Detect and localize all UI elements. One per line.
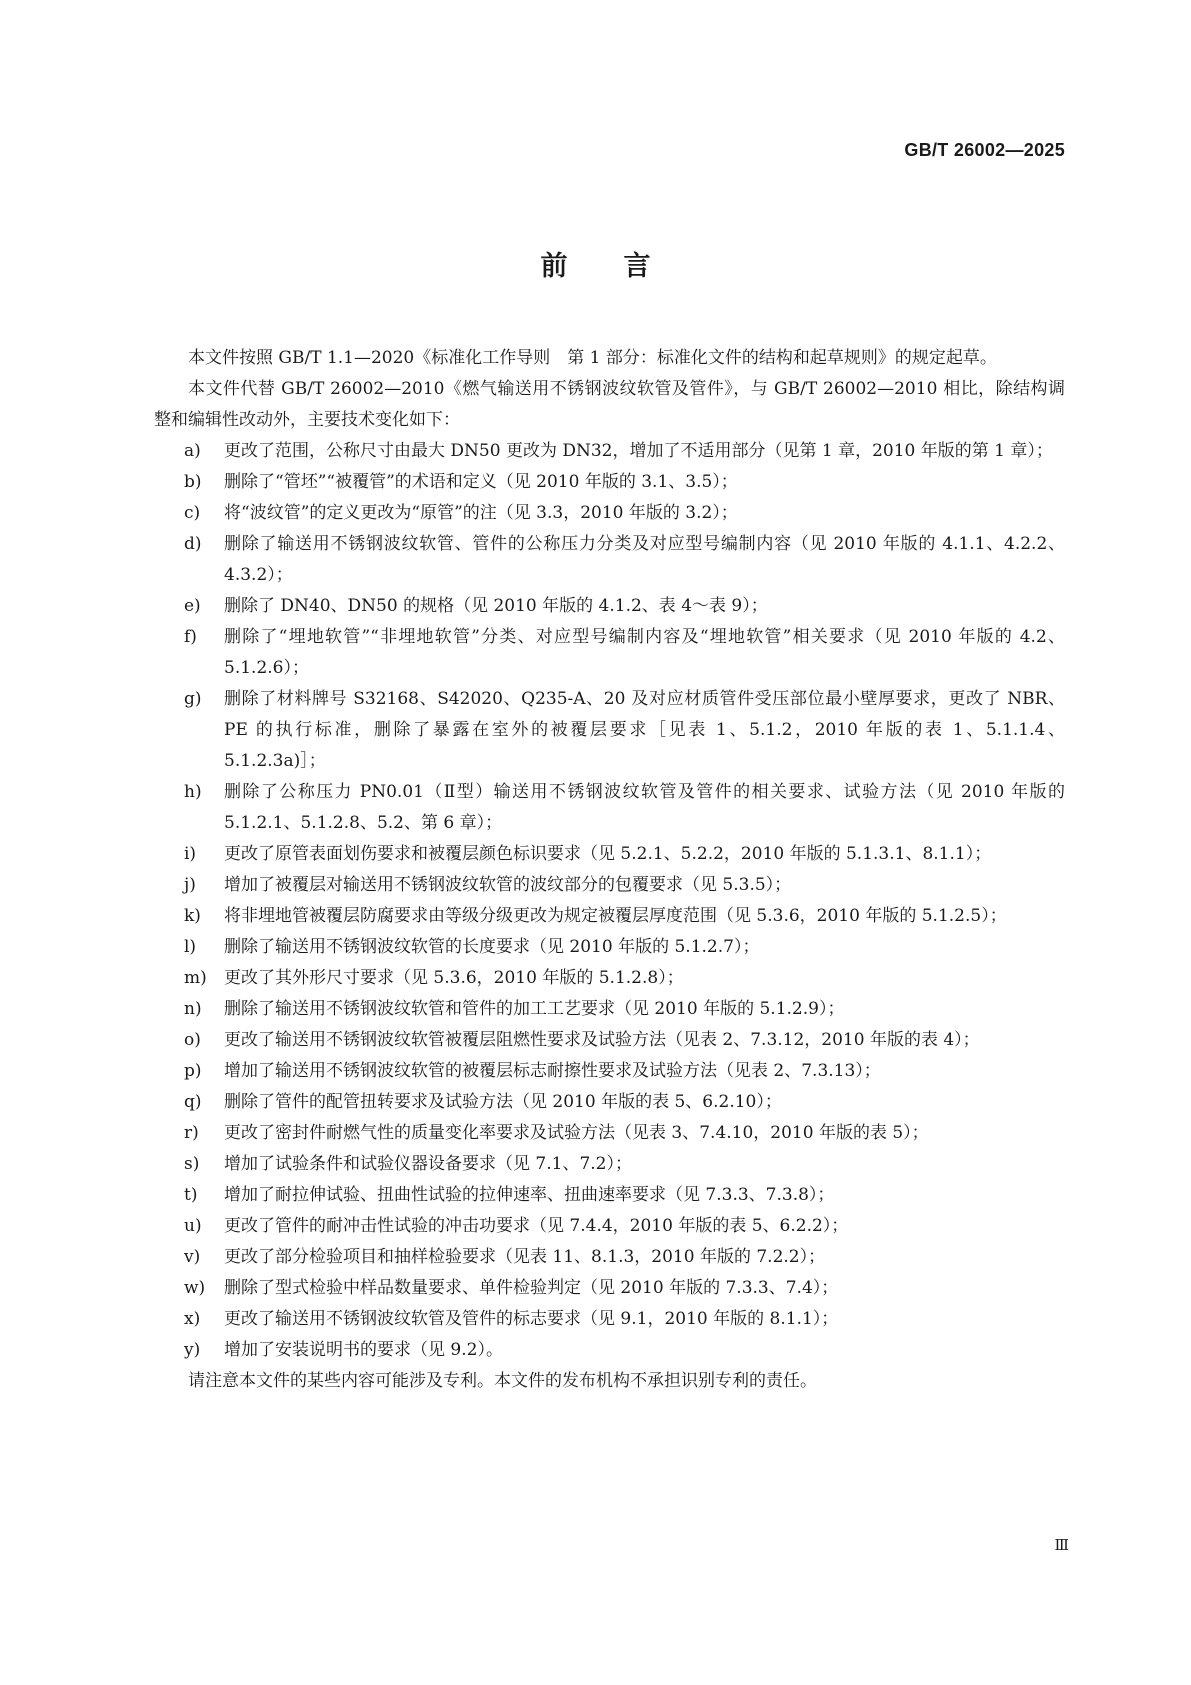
change-item-label: y): [184, 1340, 201, 1360]
change-item-text: 更改了部分检验项目和抽样检验要求（见表 11、8.1.3，2010 年版的 7.2.2）；: [224, 1247, 826, 1267]
change-item-label: a): [184, 441, 201, 461]
change-item-label: s): [184, 1154, 200, 1174]
change-item-text: 更改了管件的耐冲击性试验的冲击功要求（见 7.4.4，2010 年版的表 5、6.2.2）；: [224, 1216, 849, 1236]
change-item-label: e): [184, 596, 201, 616]
change-item-label: h): [184, 782, 202, 802]
change-item-text: 删除了输送用不锈钢波纹软管和管件的加工工艺要求（见 2010 年版的 5.1.2.9）；: [224, 999, 845, 1019]
change-item-label: g): [184, 689, 202, 709]
change-item-label: l): [184, 937, 197, 957]
page-title: 前言: [540, 251, 707, 282]
change-item: [154, 901, 1065, 932]
change-item-text: 更改了密封件耐燃气性的质量变化率要求及试验方法（见表 3、7.4.10，2010 年版的表 5）；: [224, 1123, 929, 1143]
change-item-text: 增加了耐拉伸试验、扭曲性试验的拉伸速率、扭曲速率要求（见 7.3.3、7.3.8）；: [224, 1185, 835, 1205]
change-item-text: 更改了范围，公称尺寸由最大 DN50 更改为 DN32，增加了不适用部分（见第 1 章，2010 年版的第 1 章）；: [224, 441, 1053, 461]
change-item: [154, 1211, 1065, 1242]
change-item-text: 增加了被覆层对输送用不锈钢波纹软管的波纹部分的包覆要求（见 5.3.5）；: [224, 875, 792, 895]
change-item-label: r): [184, 1123, 199, 1143]
change-item: [154, 839, 1065, 870]
change-item-text: 删除了“埋地软管”“非埋地软管”分类、对应型号编制内容及“埋地软管”相关要求（见 2010 年版的 4.2、5.1.2.6）；: [224, 627, 1065, 678]
change-item-text: 更改了原管表面划伤要求和被覆层颜色标识要求（见 5.2.1、5.2.2，2010 年版的 5.1.3.1、8.1.1）；: [224, 844, 992, 864]
change-item-label: v): [184, 1247, 201, 1267]
change-item-text: 删除了输送用不锈钢波纹软管的长度要求（见 2010 年版的 5.1.2.7）；: [224, 937, 760, 957]
change-item-label: w): [184, 1278, 206, 1298]
change-item: [154, 1242, 1065, 1273]
change-item: [154, 963, 1065, 994]
change-item-text: 更改了输送用不锈钢波纹软管及管件的标志要求（见 9.1，2010 年版的 8.1.1）；: [224, 1309, 839, 1329]
change-item-label: u): [184, 1216, 202, 1236]
change-item-label: t): [184, 1185, 198, 1205]
change-item-text: 增加了输送用不锈钢波纹软管的被覆层标志耐擦性要求及试验方法（见表 2、7.3.13）；: [224, 1061, 881, 1081]
change-item: [154, 1304, 1065, 1335]
change-item: [154, 436, 1065, 467]
change-item-label: q): [184, 1092, 202, 1112]
change-item: [154, 1087, 1065, 1118]
technical-changes-list: [154, 436, 1065, 1366]
change-item-label: i): [184, 844, 197, 864]
change-item-text: 增加了试验条件和试验仪器设备要求（见 7.1、7.2）；: [224, 1154, 632, 1174]
change-item: [154, 1118, 1065, 1149]
change-item-label: c): [184, 503, 201, 523]
change-item: [154, 1335, 1065, 1366]
change-item: [154, 622, 1065, 684]
change-item: [154, 1273, 1065, 1304]
change-item-label: d): [184, 534, 202, 554]
change-item-text: 更改了其外形尺寸要求（见 5.3.6，2010 年版的 5.1.2.8）；: [224, 968, 684, 988]
patent-notice: 请注意本文件的某些内容可能涉及专利。本文件的发布机构不承担识别专利的责任。: [188, 1371, 817, 1391]
change-item-label: b): [184, 472, 202, 492]
change-item: [154, 777, 1065, 839]
page-number: Ⅲ: [1054, 1536, 1069, 1554]
change-item-text: 删除了输送用不锈钢波纹软管、管件的公称压力分类及对应型号编制内容（见 2010 年版的 4.1.1、4.2.2、4.3.2）；: [224, 534, 1065, 585]
change-item-label: k): [184, 906, 201, 926]
standard-code: GB/T 26002—2025: [904, 140, 1065, 160]
change-item-text: 增加了安装说明书的要求（见 9.2）。: [224, 1340, 503, 1360]
change-item: [154, 1025, 1065, 1056]
change-item: [154, 1149, 1065, 1180]
change-item-text: 删除了管件的配管扭转要求及试验方法（见 2010 年版的表 5、6.2.10）；: [224, 1092, 782, 1112]
change-item: [154, 932, 1065, 963]
change-item-text: 删除了型式检验中样品数量要求、单件检验判定（见 2010 年版的 7.3.3、7.4）；: [224, 1278, 839, 1298]
change-item-text: 更改了输送用不锈钢波纹软管被覆层阻燃性要求及试验方法（见表 2、7.3.12，2010 年版的表 4）；: [224, 1030, 980, 1050]
change-item-text: 将“波纹管”的定义更改为“原管”的注（见 3.3，2010 年版的 3.2）；: [224, 503, 738, 523]
change-item-text: 删除了公称压力 PN0.01（Ⅱ型）输送用不锈钢波纹软管及管件的相关要求、试验方法（见 2010 年版的 5.1.2.1、5.1.2.8、5.2、第 6 章）；: [224, 782, 1065, 833]
change-item: [154, 870, 1065, 901]
paragraph-replacement-notice: 本文件代替 GB/T 26002—2010《燃气输送用不锈钢波纹软管及管件》，与 GB/T 26002—2010 相比，除结构调整和编辑性改动外，主要技术变化如下：: [154, 379, 1065, 430]
change-item: [154, 529, 1065, 591]
change-item-label: o): [184, 1030, 201, 1050]
change-item: [154, 994, 1065, 1025]
change-item-text: 将非埋地管被覆层防腐要求由等级分级更改为规定被覆层厚度范围（见 5.3.6，2010 年版的 5.1.2.5）；: [224, 906, 1007, 926]
paragraph-drafting-rules: 本文件按照 GB/T 1.1—2020《标准化工作导则 第 1 部分：标准化文件的结构和起草规则》的规定起草。: [188, 348, 997, 368]
change-item: [154, 467, 1065, 498]
change-item: [154, 684, 1065, 777]
change-item-label: n): [184, 999, 202, 1019]
change-item: [154, 498, 1065, 529]
change-item: [154, 591, 1065, 622]
change-item-label: f): [184, 627, 197, 647]
change-item-text: 删除了材料牌号 S32168、S42020、Q235-A、20 及对应材质管件受压部位最小壁厚要求，更改了 NBR、PE 的执行标准，删除了暴露在室外的被覆层要求［见表 1、5.1.2，2010 年版的表 1、5.1.1.4、5.1.2.3a)］；: [224, 689, 1065, 771]
change-item-label: m): [184, 968, 207, 988]
change-item: [154, 1056, 1065, 1087]
change-item-text: 删除了“管坯”“被覆管”的术语和定义（见 2010 年版的 3.1、3.5）；: [224, 472, 738, 492]
change-item-label: x): [184, 1309, 201, 1329]
change-item-text: 删除了 DN40、DN50 的规格（见 2010 年版的 4.1.2、表 4～表 9）；: [224, 596, 768, 616]
change-item: [154, 1180, 1065, 1211]
document-body: [154, 343, 1065, 1397]
change-item-label: j): [184, 875, 196, 895]
change-item-label: p): [184, 1061, 202, 1081]
